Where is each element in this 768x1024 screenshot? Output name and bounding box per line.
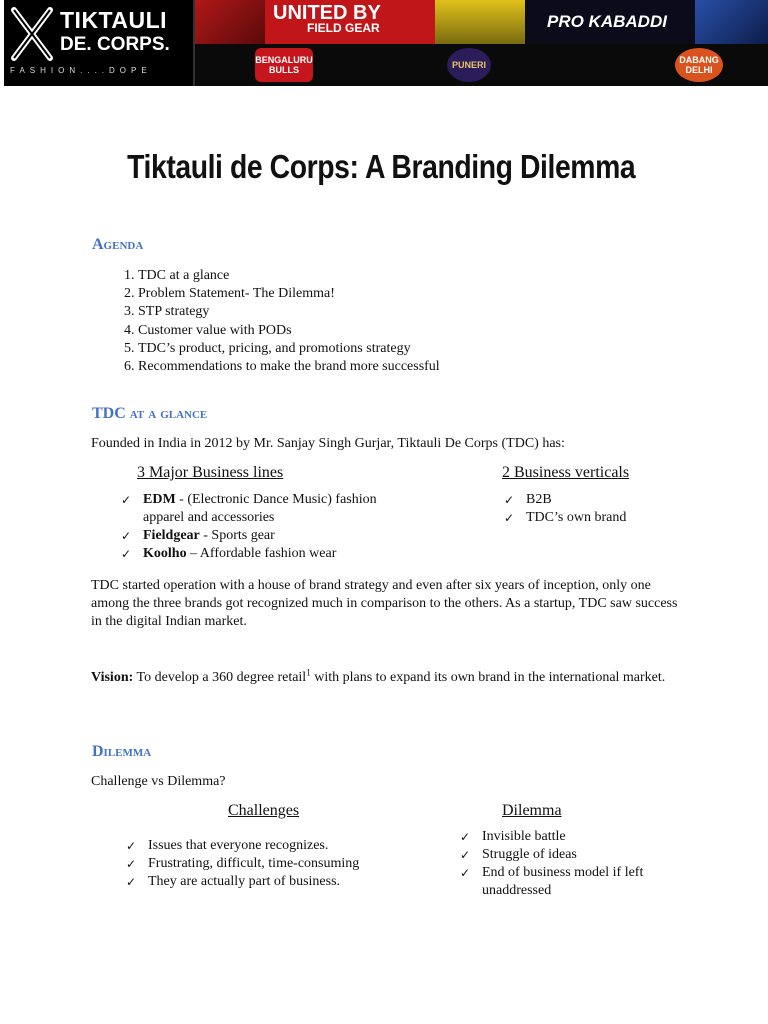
- logo-name: TIKTAULI: [60, 7, 168, 33]
- player-photo: [435, 0, 525, 44]
- brand-logo: [4, 0, 195, 86]
- agenda-heading: Agenda: [92, 236, 144, 253]
- player-photo: [195, 0, 265, 44]
- list-item: ✓ Koolho – Affordable fashion wear: [121, 546, 337, 561]
- list-item: ✓ End of business model if left unaddressed: [460, 865, 644, 898]
- dilemma-list: [460, 828, 680, 900]
- list-item: ✓ TDC’s own brand: [504, 510, 627, 525]
- list-item: 3. STP strategy: [138, 303, 440, 321]
- list-item: ✓ Struggle of ideas: [460, 847, 577, 862]
- list-item: ✓ Issues that everyone recognizes.: [126, 838, 329, 853]
- dilemma-heading: Dilemma: [92, 743, 152, 760]
- verticals-list: [504, 491, 704, 527]
- check-icon: ✓: [460, 848, 471, 862]
- list-item: ✓ EDM - (Electronic Dance Music) fashion apparel and accessories: [121, 492, 377, 525]
- business-lines-list: [121, 491, 421, 563]
- dilemma-intro: Challenge vs Dilemma?: [91, 774, 226, 789]
- field-gear-text: FIELD GEAR: [307, 21, 380, 35]
- list-item: ✓ Frustrating, difficult, time-consuming: [126, 856, 360, 871]
- page-title: Tiktauli de Corps: A Branding Dilemma: [127, 148, 636, 185]
- vision-statement: Vision: To develop a 360 degree retail$^1$ with plans to expand its own brand in the international market.: [91, 667, 666, 685]
- check-icon: ✓: [126, 875, 137, 889]
- team-logo-delhi: DABANG DELHI: [675, 48, 723, 82]
- crossed-x-logo-icon: [10, 6, 54, 62]
- team-logo-puneri: PUNERI: [447, 48, 491, 82]
- list-item: ✓ B2B: [504, 492, 552, 507]
- challenges-heading: Challenges: [228, 802, 300, 819]
- check-icon: ✓: [121, 529, 132, 543]
- list-item: 1. TDC at a glance: [138, 267, 440, 285]
- verticals-heading: 2 Business verticals: [502, 464, 630, 481]
- check-icon: ✓: [460, 866, 471, 880]
- check-icon: ✓: [126, 839, 137, 853]
- team-logo-bulls: BENGALURU BULLS: [255, 48, 313, 82]
- agenda-list: [92, 267, 440, 376]
- check-icon: ✓: [504, 493, 515, 507]
- check-icon: ✓: [460, 830, 471, 844]
- header-banner: [4, 0, 768, 86]
- list-item: ✓ Invisible battle: [460, 829, 566, 844]
- pro-kabaddi-text: PRO KABADDI: [547, 12, 667, 31]
- glance-paragraph: TDC started operation with a house of brand strategy and even after six years of inception, only one among the three brands got recognized much in comparison to the others. As a startup, TDC saw success in the digital Indian market.: [91, 578, 678, 629]
- challenges-list: [126, 837, 416, 891]
- check-icon: ✓: [126, 857, 137, 871]
- sponsor-strip: [195, 0, 768, 86]
- check-icon: ✓: [121, 547, 132, 561]
- list-item: 5. TDC’s product, pricing, and promotions strategy: [138, 340, 440, 358]
- player-photo: [695, 0, 768, 44]
- list-item: 6. Recommendations to make the brand more successful: [138, 358, 440, 376]
- glance-intro: Founded in India in 2012 by Mr. Sanjay Singh Gurjar, Tiktauli De Corps (TDC) has:: [91, 436, 565, 451]
- list-item: ✓ Fieldgear - Sports gear: [121, 528, 275, 543]
- business-lines-heading: 3 Major Business lines: [137, 464, 284, 481]
- list-item: 4. Customer value with PODs: [138, 322, 440, 340]
- check-icon: ✓: [121, 493, 132, 507]
- list-item: 2. Problem Statement- The Dilemma!: [138, 285, 440, 303]
- check-icon: ✓: [504, 511, 515, 525]
- glance-heading: TDC at a glance: [92, 405, 208, 422]
- logo-tagline: FASHION....DOPE: [10, 66, 152, 75]
- logo-subname: DE. CORPS.: [60, 34, 170, 55]
- united-by-text: UNITED BY: [273, 2, 381, 24]
- dilemma-column-heading: Dilemma: [502, 802, 562, 819]
- list-item: ✓ They are actually part of business.: [126, 874, 341, 889]
